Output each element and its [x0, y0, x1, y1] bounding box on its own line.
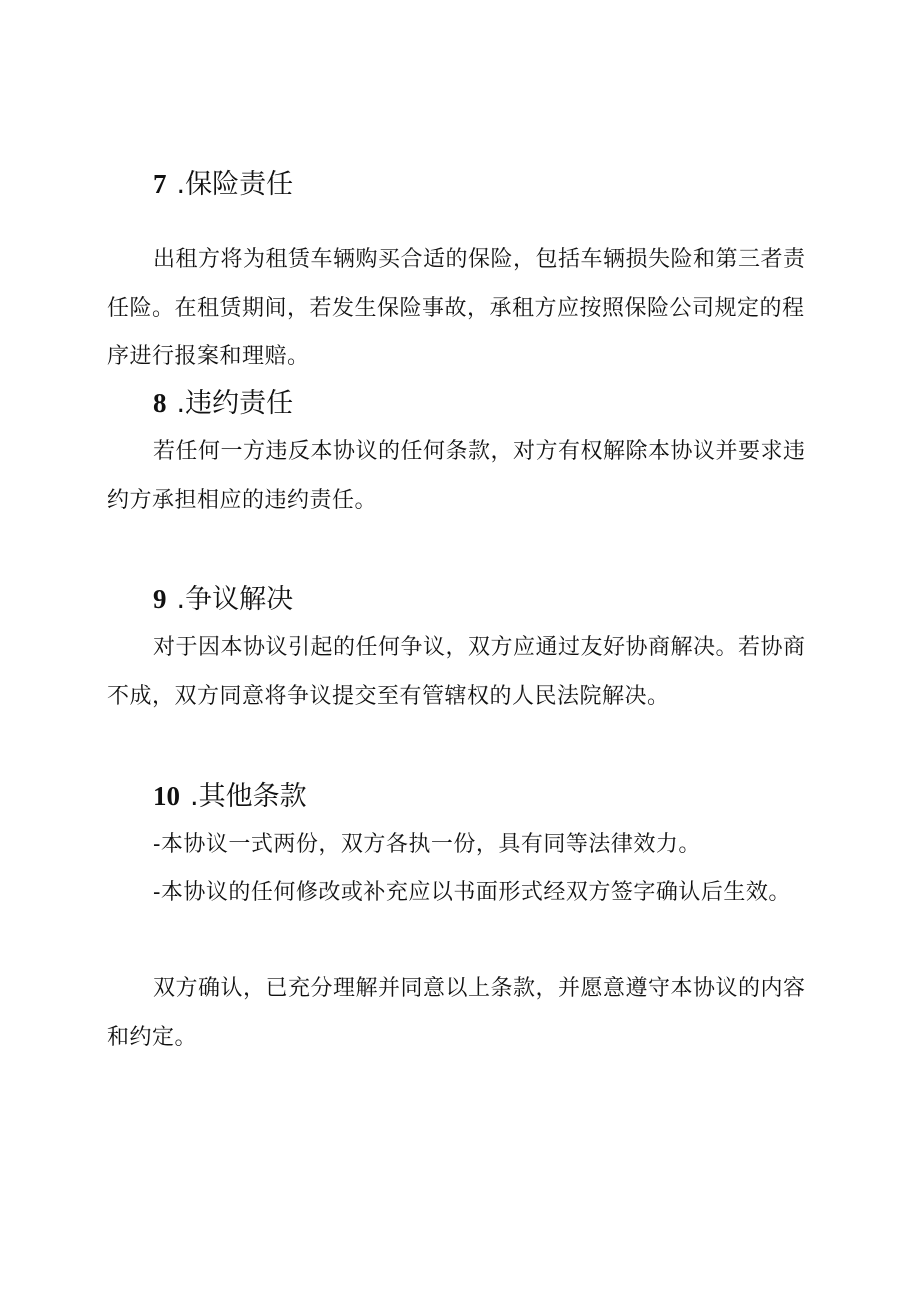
section-10-heading — [153, 779, 307, 814]
section-9-body: 对于因本协议引起的任何争议，双方应通过友好协商解决。若协商不成，双方同意将争议提交至有管辖权的人民法院解决。 — [107, 635, 806, 709]
list-item: -本协议的任何修改或补充应以书面形式经双方签字确认后生效。 — [153, 880, 791, 905]
section-8-heading — [153, 386, 293, 421]
section-title: .保险责任 — [176, 169, 294, 200]
section-number: 7 — [153, 169, 167, 199]
section-9-heading — [153, 582, 293, 617]
section-7-heading — [153, 167, 293, 202]
section-number: 9 — [153, 584, 167, 614]
section-title: .争议解决 — [176, 584, 294, 615]
section-title: .其他条款 — [190, 781, 307, 812]
section-number: 8 — [153, 388, 167, 418]
closing-statement: 双方确认，已充分理解并同意以上条款，并愿意遵守本协议的内容和约定。 — [107, 976, 806, 1050]
section-number: 10 — [153, 781, 180, 811]
section-8-body: 若任何一方违反本协议的任何条款，对方有权解除本协议并要求违约方承担相应的违约责任。 — [107, 439, 806, 513]
list-item: -本协议一式两份，双方各执一份，具有同等法律效力。 — [153, 832, 701, 857]
section-7-body: 出租方将为租赁车辆购买合适的保险，包括车辆损失险和第三者责任险。在租赁期间，若发生保险事故，承租方应按照保险公司规定的程序进行报案和理赔。 — [107, 247, 806, 369]
section-title: .违约责任 — [176, 388, 294, 419]
